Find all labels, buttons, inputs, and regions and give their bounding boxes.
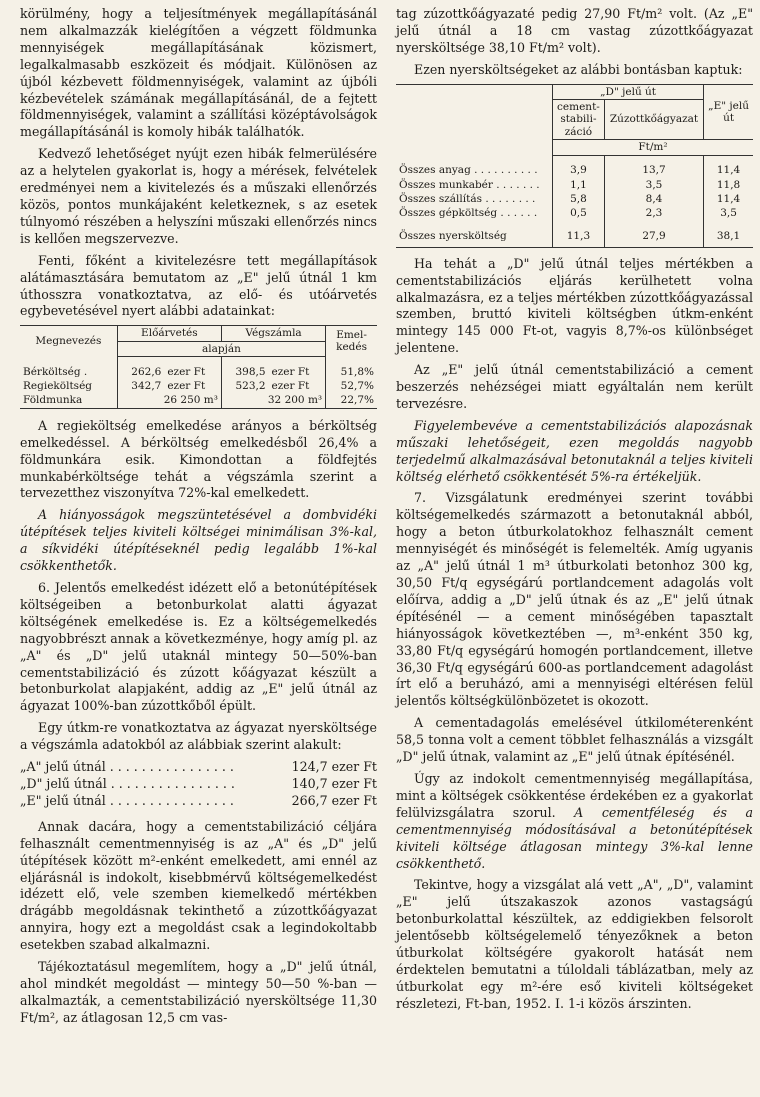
table-row: Összes szállítás . . . . . . . . 5,8 8,4 11,4 [396, 192, 753, 206]
cost-comparison-table [20, 325, 377, 409]
left-column [20, 6, 377, 1032]
table-header-eloarvetes: Előárvetés [117, 326, 221, 341]
paragraph: Kedvező lehetőséget nyújt ezen hibák felmerülésére az a helytelen gyakorlat is, hogy a mérések, felvételek eredményei nem a kivitelezés és a műszaki ellenőrzés közös, pontos munkájaként keletkeznek, s az esetek túlnyomó részében a helyszíni műszaki ellenőrzés nincs is kellően megszervezve. [20, 146, 377, 246]
paragraph: Egy útkm-re vonatkoztatva az ágyazat nyersköltsége a végszámla adatokból az alábbiak szerint alakult: [20, 720, 377, 753]
paragraph: A regieköltség emelkedése arányos a bérköltség emelkedéssel. A bérköltség emelkedésből 26,4% a földmunkára esik. Kimondottan a földfejtés munkabérköltsége tehát a végszámla szerint a tervezetthez viszonyítva 72%-kal emelkedett. [20, 417, 377, 501]
table-row: Bérköltség . 262,6 ezer Ft 398,5 ezer Ft 51,8% [20, 365, 377, 379]
table-row: Földmunka 26 250 m³ 32 200 m³ 22,7% [20, 393, 377, 408]
cost-breakdown-table [396, 84, 753, 248]
table-header-emelkedes: Emel- kedés [326, 326, 377, 357]
table-header-alapjan: alapján [117, 341, 325, 356]
list-item: „A" jelű útnál . . . . . . . . . . . . . . . . 124,7 ezer Ft [20, 759, 377, 775]
paragraph: körülmény, hogy a teljesítmények megállapításánál nem alkalmazzák kielégítően a végzett földmunka mennyiségek megállapításának közismert, legalkalmasabb eszközeit és módjait. Különösen az újból kézbevett földmennyiségek, valamint az újbóli kézbevételek számának megállapításánál, de a fejtett földmennyiségek, valamint a szállítási középtávolságok megállapításánál is komoly hibák találhatók. [20, 6, 377, 140]
list-item: „D" jelű útnál . . . . . . . . . . . . . . . . 140,7 ezer Ft [20, 775, 377, 791]
table-header-vegszamla: Végszámla [221, 326, 325, 341]
table-row: Összes anyag . . . . . . . . . . 3,9 13,7 11,4 [396, 163, 753, 177]
paragraph: Tájékoztatásul megemlítem, hogy a „D" jelű útnál, ahol mindkét megoldást — mintegy 50—50 %-ban — alkalmazták, a cementstabilizáció nyersköltsége 11,30 Ft/m², az átlagosan 12,5 cm vas- [20, 959, 377, 1025]
list-item: „E" jelű útnál . . . . . . . . . . . . . . . . 266,7 ezer Ft [20, 792, 377, 808]
paragraph: Az „E" jelű útnál cementstabilizáció a cement beszerzés nehézségei miatt egyáltalán nem került tervezésre. [396, 362, 753, 411]
table-header-d: „D" jelű út [553, 84, 704, 99]
italic-paragraph: Figyelembevéve a cementstabilizációs alapozásnak műszaki lehetőségeit, ezen megoldás nagyobb terjedelmű alkalmazásával betonutaknál a teljes kiviteli költség elérhető csökkentését 5%-ra értékeljük. [396, 417, 753, 484]
table-row: Összes munkabér . . . . . . . 1,1 3,5 11,8 [396, 178, 753, 192]
paragraph: Annak dacára, hogy a cementstabilizáció céljára felhasznált cementmennyiség is az „A" és „D" jelű útépítések között m²-enként emelkedett, ami ennél az eljárásnál is indokolt, kisebbmérvű költségemelkedést idézett elő, vele szemben kiemelkedő mértékben drágább megoldásnak tekinthető a zúzottkőágyazat annyira, hogy ezt a megoldást csak a legindokoltabb esetekben szabad alkalmazni. [20, 818, 377, 953]
table-total-row: Összes nyersköltség 11,3 27,9 38,1 [396, 229, 753, 243]
paragraph: Úgy az indokolt cementmennyiség megállapítása, mint a költségek csökkentése érdekében ez a gyakorlat felülvizsgálatra szorul. A cementféleség és a cementmennyiség módosításával a betonútépítések kiviteli költsége átlagosan mintegy 3%-kal lenne csökkenthető. [396, 770, 753, 871]
table-header-megnevezes: Megnevezés [35, 335, 102, 348]
paragraph: Tekintve, hogy a vizsgálat alá vett „A", „D", valamint „E" jelű útszakaszok azonos vastagságú betonburkolattal készültek, az eddigiekben felsorolt jelentősebb költségelemelő tényezőknek a beton útburkolat költségére gyakorolt hatását nem érdektelen bemutatni a túloldali táblázatban, mely az útburkolat egy m²-ére eső kiviteli költségeket részletezi, Ft-ban, 1952. I. 1-i közös árszinten. [396, 877, 753, 1011]
paragraph: 6. Jelentős emelkedést idézett elő a betonútépítések költségeiben a betonburkolat alatti ágyazat költségének emelkedése is. Ez a költségemelkedés nagyobbrészt annak a következménye, hogy amíg pl. az „A" és „D" jelű utaknál mintegy 50—50%-ban cementstabilizáció és zúzott kőágyazat készült a betonburkolat alapjaként, addig az „E" jelű útnál az ágyazat 100%-ban zúzottkőből épült. [20, 580, 377, 714]
right-column [396, 6, 753, 1018]
paragraph: A cementadagolás emelésével útkilométerenként 58,5 tonna volt a cement többlet felhasználás a vizsgált „D" jelű útnak, valamint az „E" jelű útnak építésénél. [396, 715, 753, 765]
table-row: Összes gépköltség . . . . . . 0,5 2,3 3,5 [396, 206, 753, 220]
table-row: Regieköltség 342,7 ezer Ft 523,2 ezer Ft 52,7% [20, 379, 377, 393]
table-header-e: „E" jelű út [704, 84, 753, 140]
paragraph: Ha tehát a „D" jelű útnál teljes mértékben a cementstabilizációs eljárás kerülhetett volna alkalmazásra, ez a teljes mértékben zúzottkőágyazással szemben, bruttó kiviteli költségben útkm-enként mintegy 145 000 Ft-ot, vagyis 8,7%-os különbséget jelentene. [396, 255, 753, 356]
table-header-cement: cement- stabili- záció [553, 100, 605, 140]
cost-list [20, 759, 377, 810]
italic-paragraph: A hiányosságok megszüntetésével a dombvidéki útépítések teljes kiviteli költségei minimálisan 3%-kal, a síkvidéki útépítéseknél pedig legalább 1%-kal csökkenthetők. [20, 507, 377, 574]
paragraph: Fenti, főként a kivitelezésre tett megállapítások alátámasztására bemutatom az „E" jelű útnál 1 km úthosszra vonatkoztatva, az elő- és utóárvetés egybevetésével nyert alábbi adatainkat: [20, 252, 377, 319]
table-header-zuzott: Zúzottkőágyazat [604, 100, 703, 140]
paragraph: 7. Vizsgálatunk eredményei szerint további költségemelkedés származott a betonutaknál abból, hogy a beton útburkolatokhoz felhasznált cement mennyiségét és minőségét is felemelték. Amíg ugyanis az „A" jelű útnál 1 m³ útburkolati betonhoz 300 kg, 30,50 Ft/q egységárú portlandcement adagolás volt előírva, addig a „D" jelű útnak és az „E" jelű útnak építésénél — a cement minőségében tapasztalt hiányosságok következtében —, m³-enként 350 kg, 33,80 Ft/q egységárú homogén portlandcement, illetve 36,30 Ft/q egységárú 600-as portlandcement adagolást írt elő a beruházó, ami a mennyiségi eltérésen felül jelentős költségkülönbözetet is okozott. [396, 490, 753, 709]
paragraph: Ezen nyersköltségeket az alábbi bontásban kaptuk: [414, 61, 743, 77]
paragraph: tag zúzottkőágyazaté pedig 27,90 Ft/m² volt. (Az „E" jelű útnál a 18 cm vastag zúzottkőágyazat nyersköltsége 38,10 Ft/m² volt). [396, 6, 753, 55]
table-header-unit: Ft/m² [553, 140, 754, 155]
